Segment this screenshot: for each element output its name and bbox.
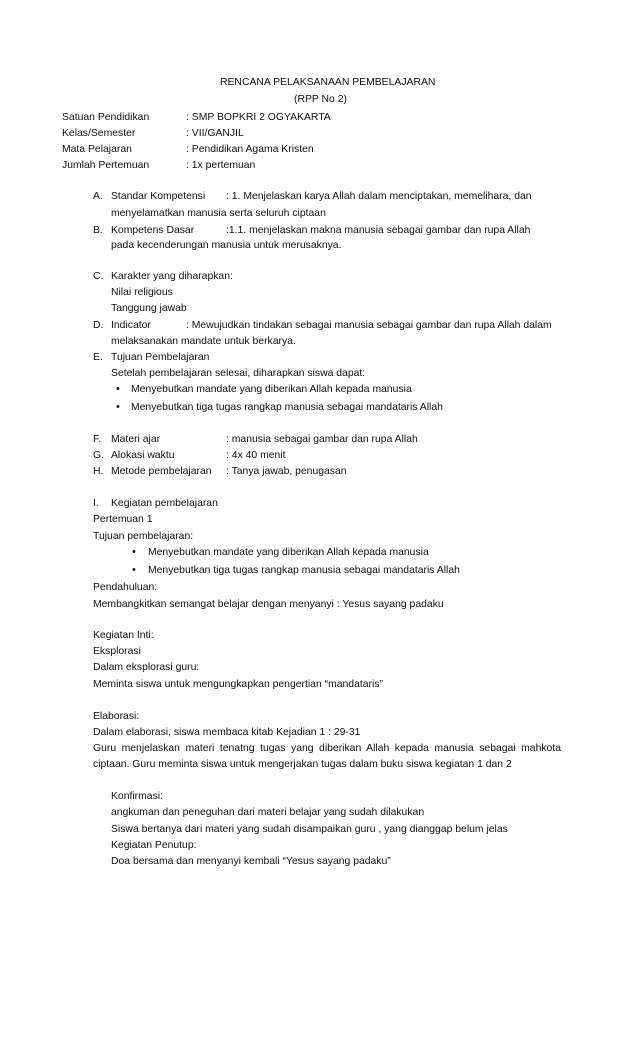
section-d-cont: melaksanakan mandate untuk berkarya. <box>111 336 296 347</box>
section-b-label: Kompetens Dasar <box>111 225 195 236</box>
kegiatan-inti-label: Kegiatan Inti: <box>93 630 154 641</box>
section-g-value: : 4x 40 menit <box>226 450 286 461</box>
pendahuluan-text: Membangkitkan semangat belajar dengan menyanyi : Yesus sayang padaku <box>93 599 444 610</box>
section-d-label: Indicator <box>111 320 151 331</box>
identity-label-satuan: Satuan Pendidikan <box>62 112 150 123</box>
identity-label-mapel: Mata Pelajaran <box>62 144 132 155</box>
section-i-pertemuan: Pertemuan 1 <box>93 514 153 525</box>
bullet-icon: • <box>132 564 136 576</box>
identity-label-jumlah: Jumlah Pertemuan <box>62 160 150 171</box>
section-a-cont: menyelamatkan manusia serta seluruh ciptaan <box>111 208 326 219</box>
eksplorasi-text: Meminta siswa untuk mengungkapkan pengertian “mandataris” <box>93 679 383 690</box>
section-e-bullet-1: Menyebutkan mandate yang diberikan Allah kepada manusia <box>131 384 412 395</box>
section-a-label: Standar Kompetensi <box>111 191 206 202</box>
section-b-value: :1.1. menjelaskan makna manusia sebagai gambar dan rupa Allah <box>226 225 531 236</box>
penutup-label: Kegiatan Penutup: <box>111 840 197 851</box>
section-c-line-1: Nilai religious <box>111 287 173 298</box>
identity-value-satuan: : SMP BOPKRI 2 OGYAKARTA <box>186 112 331 123</box>
bullet-icon: • <box>116 401 120 413</box>
section-a-value: : 1. Menjelaskan karya Allah dalam menciptakan, memelihara, dan <box>226 191 532 202</box>
section-h-letter: H. <box>93 466 104 477</box>
elaborasi-line-2b: ciptaan. Guru meminta siswa untuk mengerjakan tugas dalam buku siswa kegiatan 1 dan 2 <box>93 759 512 770</box>
section-c-line-2: Tanggung jawab <box>111 303 187 314</box>
section-f-label: Materi ajar <box>111 434 161 445</box>
section-g-label: Alokasi waktu <box>111 450 175 461</box>
doc-title: RENCANA PELAKSANAAN PEMBELAJARAN <box>220 77 436 88</box>
section-c-letter: C. <box>93 271 104 282</box>
pendahuluan-label: Pendahuluan: <box>93 582 158 593</box>
identity-value-jumlah: : 1x pertemuan <box>186 160 256 171</box>
section-h-label: Metode pembelajaran <box>111 466 212 477</box>
section-e-letter: E. <box>93 352 103 363</box>
section-b-letter: B. <box>93 225 103 236</box>
identity-label-kelas: Kelas/Semester <box>62 128 136 139</box>
section-f-letter: F. <box>93 434 102 445</box>
section-h-value: : Tanya jawab, penugasan <box>226 466 347 477</box>
elaborasi-line-1: Dalam elaborasi, siswa membaca kitab Kejadian 1 : 29-31 <box>93 727 361 738</box>
section-c-label: Karakter yang diharapkan: <box>111 271 233 282</box>
konfirmasi-line-2: Siswa bertanya dari materi yang sudah disampaikan guru , yang dianggap belum jelas <box>111 824 508 835</box>
penutup-text: Doa bersama dan menyanyi kembali “Yesus sayang padaku” <box>111 856 391 867</box>
identity-value-mapel: : Pendidikan Agama Kristen <box>186 144 314 155</box>
section-d-letter: D. <box>93 320 104 331</box>
section-b-cont: pada kecenderungan manusia untuk merusaknya. <box>111 240 342 251</box>
eksplorasi-label: Eksplorasi <box>93 646 141 657</box>
section-i-bullet-2: Menyebutkan tiga tugas rangkap manusia sebagai mandataris Allah <box>148 565 460 576</box>
eksplorasi-guru: Dalam eksplorasi guru: <box>93 662 200 673</box>
section-e-bullet-2: Menyebutkan tiga tugas rangkap manusia sebagai mandataris Allah <box>131 402 443 413</box>
section-d-value: : Mewujudkan tindakan sebagai manusia sebagai gambar dan rupa Allah dalam <box>186 320 552 331</box>
identity-value-kelas: : VII/GANJIL <box>186 128 244 139</box>
section-i-label: Kegiatan pembelajaran <box>111 498 218 509</box>
section-e-label: Tujuan Pembelajaran <box>111 352 210 363</box>
konfirmasi-label: Konfirmasi: <box>111 791 163 802</box>
section-i-bullet-1: Menyebutkan mandate yang diberikan Allah kepada manusia <box>148 547 429 558</box>
konfirmasi-line-1: angkuman dan peneguhan dari materi belajar yang sudah dilakukan <box>111 807 425 818</box>
doc-subtitle: (RPP No 2) <box>294 94 347 105</box>
section-i-tujuan-label: Tujuan pembelajaran: <box>93 531 194 542</box>
section-g-letter: G. <box>93 450 104 461</box>
section-a-letter: A. <box>93 191 103 202</box>
elaborasi-line-2a: Guru menjelaskan materi tenatng tugas yang diberikan Allah kepada manusia sebagai mahkota <box>93 743 561 754</box>
bullet-icon: • <box>116 383 120 395</box>
bullet-icon: • <box>132 546 136 558</box>
section-e-intro: Setelah pembelajaran selesai, diharapkan siswa dapat: <box>111 368 366 379</box>
elaborasi-label: Elaborasi: <box>93 711 140 722</box>
section-f-value: : manusia sebagai gambar dan rupa Allah <box>226 434 418 445</box>
section-i-letter: I. <box>93 498 99 509</box>
